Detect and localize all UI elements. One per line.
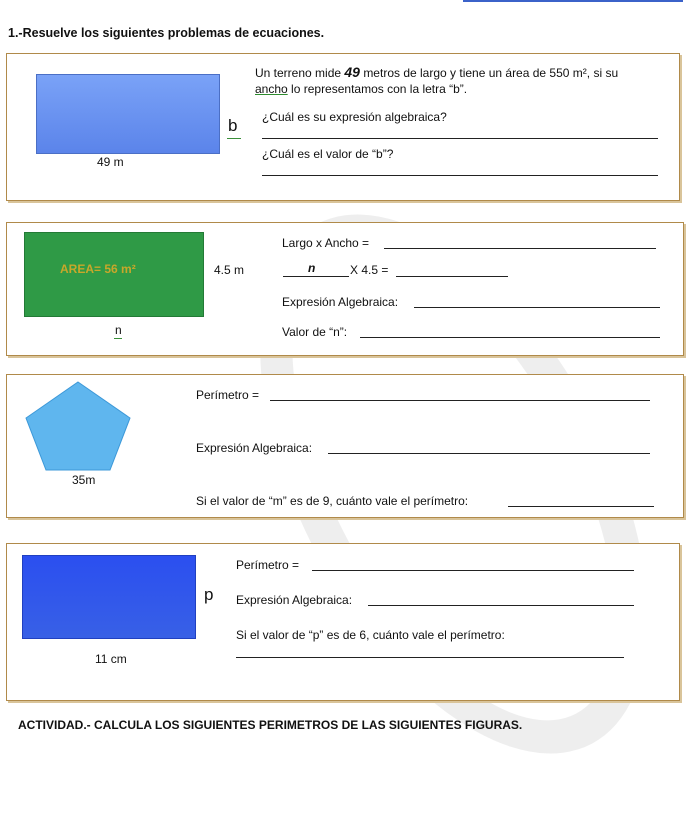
problem-2-answer-3-line[interactable] (414, 307, 660, 308)
problem-1-statement-line2 (255, 82, 467, 96)
problem-3-line-2: Expresión Algebraica: (196, 441, 313, 455)
problem-2-line-1: Largo x Ancho = (282, 236, 370, 250)
activity-heading: ACTIVIDAD.- CALCULA LOS SIGUIENTES PERIMETROS DE LAS SIGUIENTES FIGURAS. (18, 718, 523, 732)
problem-1-bottom-label: 49 m (97, 155, 124, 169)
problem-1-rectangle (36, 74, 220, 154)
problem-1-side-underline (227, 138, 241, 139)
problem-2-answer-4-line[interactable] (360, 337, 660, 338)
problem-3-answer-3-line[interactable] (508, 506, 654, 507)
problem-4-rectangle (22, 555, 196, 639)
problem-4-answer-3-line[interactable] (236, 657, 624, 658)
problem-2-var: n (308, 261, 316, 275)
problem-2-answer-2-line[interactable] (396, 276, 508, 277)
problem-3-pentagon (22, 380, 134, 472)
problem-4-bottom-label: 11 cm (95, 652, 127, 666)
problem-1-answer-1-line[interactable] (262, 138, 658, 139)
pentagon-shape (26, 382, 130, 470)
problem-4-line-2: Expresión Algebraica: (236, 593, 353, 607)
problem-2-bottom-label: n (115, 323, 122, 337)
problem-2-area-label: AREA= 56 m² (60, 262, 136, 276)
problem-4-answer-1-line[interactable] (312, 570, 634, 571)
problem-2-line-4: Valor de “n”: (282, 325, 348, 339)
problem-4-line-1: Perímetro = (236, 558, 300, 572)
problem-2-line-3: Expresión Algebraica: (282, 295, 399, 309)
problem-3-line-1: Perímetro = (196, 388, 260, 402)
problem-3-answer-2-line[interactable] (328, 453, 650, 454)
statement-text-a: Un terreno mide (255, 66, 342, 80)
problem-2-bottom-underline (114, 338, 122, 339)
length-number: 49 (344, 64, 360, 80)
problem-3-answer-1-line[interactable] (270, 400, 650, 401)
ancho-word: ancho (255, 82, 288, 96)
top-rule (463, 0, 683, 2)
statement-text-c: lo representamos con la letra “b”. (291, 82, 468, 96)
problem-1-answer-2-line[interactable] (262, 175, 658, 176)
problem-3-bottom-label: 35m (72, 473, 96, 487)
problem-2-line-2: X 4.5 = (350, 263, 389, 277)
problem-2-answer-1-line[interactable] (384, 248, 656, 249)
problem-2-var-line (283, 276, 349, 277)
page-title: 1.-Resuelve los siguientes problemas de ecuaciones. (8, 26, 325, 40)
problem-2-side-label: 4.5 m (214, 263, 245, 277)
problem-4-side-label: p (204, 585, 214, 604)
problem-1-side-label: b (228, 116, 238, 135)
problem-1-question-2: ¿Cuál es el valor de “b”? (262, 147, 394, 161)
problem-4-answer-2-line[interactable] (368, 605, 634, 606)
problem-1-question-1: ¿Cuál es su expresión algebraica? (262, 110, 447, 124)
problem-3-line-3: Si el valor de “m” es de 9, cuánto vale el perímetro: (196, 494, 469, 508)
problem-4-line-3: Si el valor de “p” es de 6, cuánto vale el perímetro: (236, 628, 505, 642)
problem-1-statement-line1 (255, 64, 618, 81)
statement-text-b: metros de largo y tiene un área de 550 m², si su (363, 66, 619, 80)
